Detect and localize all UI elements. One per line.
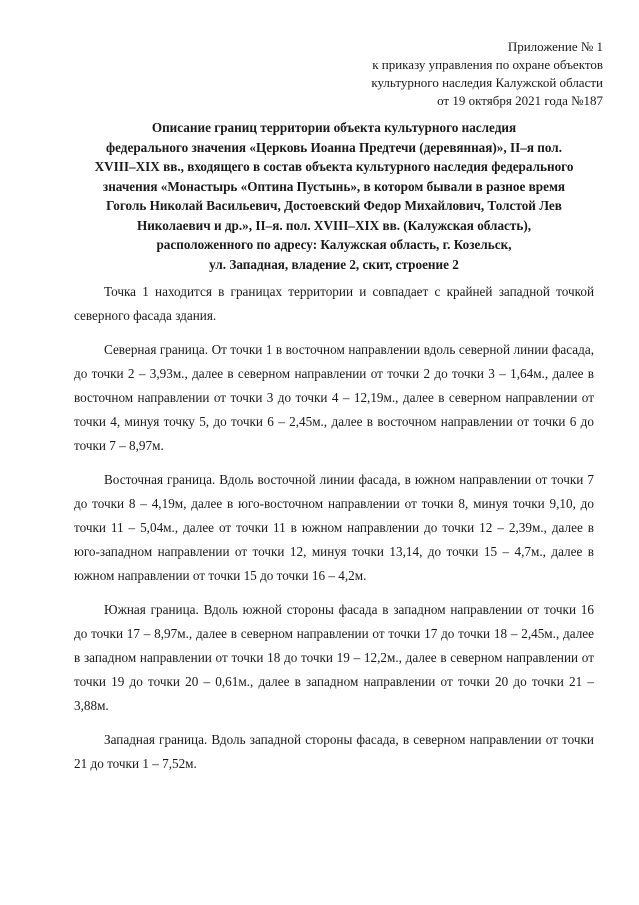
document-title <box>74 118 594 274</box>
title-line: Николаевич и др.», II–я. пол. XVIII–XIX вв. (Калужская область), <box>136 217 532 233</box>
annex-number: Приложение № 1 <box>507 39 603 54</box>
document-body <box>74 280 594 786</box>
paragraph-south-border: Южная граница. Вдоль южной стороны фасада в западном направлении от точки 16 до точки 17 – 8,97м., далее в северном направлении от точки 17 до точки 18 – 2,45м., далее в западном направлении от точки 18 до точки 19 – 12,2м., далее в северном направлении от точки 19 до точки 20 – 0,61м., далее в западном направлении от точки 20 до точки 21 – 3,88м. <box>74 602 594 713</box>
annex-authority-line: культурного наследия Калужской области <box>371 75 603 90</box>
paragraph-east-border: Восточная граница. Вдоль восточной линии фасада, в южном направлении от точки 7 до точки 8 – 4,19м, далее в юго-восточном направлении от точки 8, минуя точки 9,10, до точки 11 – 5,04м., далее от точки 11 в южном направлении до точки 12 – 2,39м., далее в юго-западном направлении от точки 12, минуя точки 13,14, до точки 15 – 4,7м., далее в южном направлении от точки 15 до точки 16 – 4,2м. <box>74 472 594 583</box>
paragraph-west-border: Западная граница. Вдоль западной стороны фасада, в северном направлении от точки 21 до точки 1 – 7,52м. <box>74 732 594 771</box>
title-line: Гоголь Николай Васильевич, Достоевский Федор Михайлович, Толстой Лев <box>106 198 562 213</box>
title-line: значения «Монастырь «Оптина Пустынь», в котором бывали в разное время <box>102 178 566 194</box>
paragraph-north-border: Северная граница. От точки 1 в восточном направлении вдоль северной линии фасада, до точки 2 – 3,93м., далее в северном направлении от точки 2 до точки 3 – 1,64м., далее в восточном направлении от точки 3 до точки 4 – 12,19м., далее в северном направлении от точки 4, минуя точку 5, до точки 6 – 2,45м., далее в восточном направлении от точки 6 до точки 7 – 8,97м. <box>74 342 594 453</box>
annex-date-line: от 19 октября 2021 года №187 <box>437 93 603 108</box>
annex-order-line: к приказу управления по охране объектов <box>372 57 603 72</box>
title-line: ул. Западная, владение 2, скит, строение 2 <box>209 256 459 272</box>
paragraph-point-1: Точка 1 находится в границах территории и совпадает с крайней западной точкой северного фасада здания. <box>74 284 594 323</box>
title-line: федерального значения «Церковь Иоанна Предтечи (деревянная)», II–я пол. <box>106 139 562 155</box>
title-line: Описание границ территории объекта культурного наследия <box>151 120 517 135</box>
annex-header <box>371 38 603 110</box>
title-line: XVIII–XIX вв., входящего в состав объекта культурного наследия федерального <box>94 159 574 174</box>
title-line: расположенного по адресу: Калужская область, г. Козельск, <box>156 237 512 252</box>
